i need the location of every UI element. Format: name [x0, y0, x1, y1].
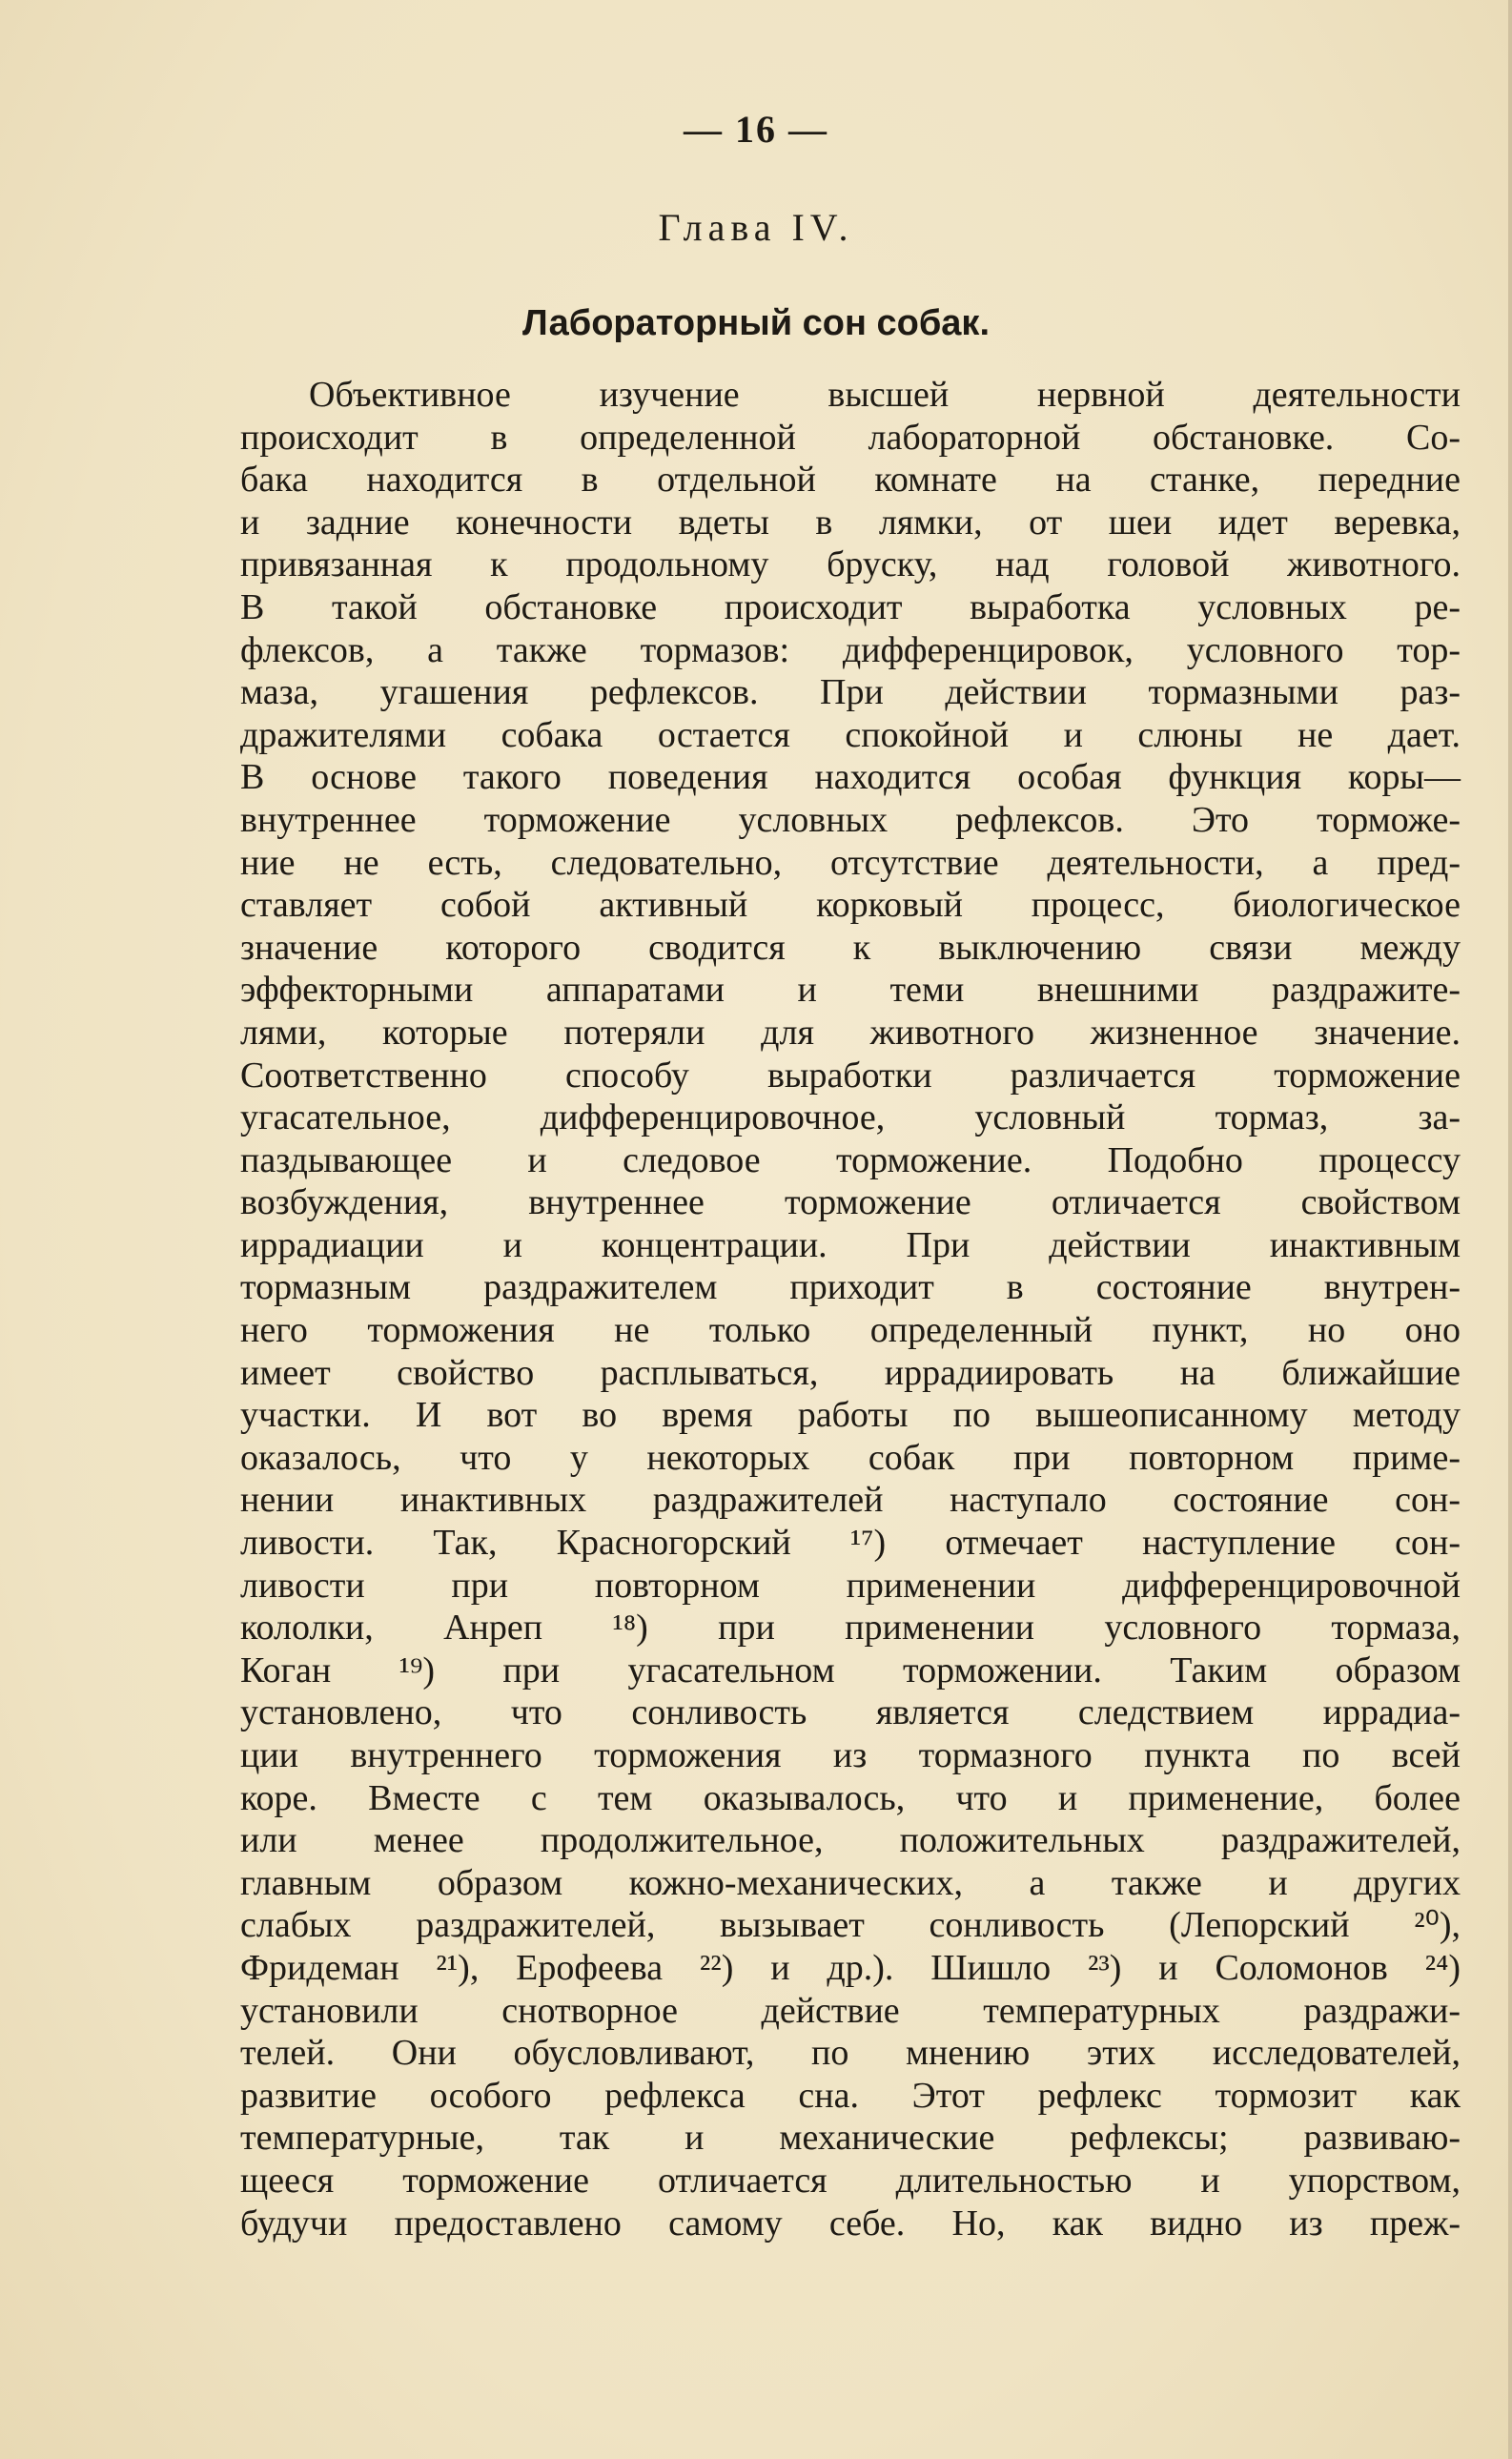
text-line: ливости. Так, Красногорский ¹⁷) отмечает наступление сон-: [240, 1523, 1461, 1564]
text-line: угасательное, дифференцировочное, условный тормаз, за-: [240, 1097, 1461, 1138]
text-line: дражителями собака остается спокойной и слюны не дает.: [240, 714, 1461, 755]
text-line: возбуждения, внутреннее торможение отличается свойством: [240, 1182, 1461, 1223]
text-line: привязанная к продольному бруску, над головой животного.: [240, 544, 1461, 585]
text-line: него торможения не только определенный пункт, но оно: [240, 1310, 1461, 1351]
text-line: главным образом кожно-механических, а также и других: [240, 1862, 1461, 1903]
text-line: паздывающее и следовое торможение. Подобно процессу: [240, 1139, 1461, 1180]
text-line: ставляет собой активный корковый процесс, биологическое: [240, 885, 1461, 926]
text-line: эффекторными аппаратами и теми внешними раздражите-: [240, 970, 1461, 1011]
page-number: — 16 —: [684, 108, 828, 151]
text-line: коре. Вместе с тем оказывалось, что и применение, более: [240, 1777, 1461, 1818]
text-line: Соответственно способу выработки различается торможение: [240, 1055, 1461, 1096]
chapter-heading: Глава IV.: [658, 206, 854, 249]
text-line: В основе такого поведения находится особая функция коры—: [240, 757, 1461, 798]
text-line: развитие особого рефлекса сна. Этот рефлекс тормозит как: [240, 2075, 1461, 2116]
text-line: В такой обстановке происходит выработка условных ре-: [240, 586, 1461, 627]
text-line: телей. Они обусловливают, по мнению этих исследователей,: [240, 2033, 1461, 2074]
text-line: лями, которые потеряли для животного жизненное значение.: [240, 1012, 1461, 1053]
text-line: нении инактивных раздражителей наступало состояние сон-: [240, 1480, 1461, 1521]
section-title: Лабораторный сон собак.: [521, 303, 990, 343]
text-line: оказалось, что у некоторых собак при повторном приме-: [240, 1437, 1461, 1478]
text-line: установлено, что сонливость является следствием иррадиа-: [240, 1692, 1461, 1733]
text-line: маза, угашения рефлексов. При действии тормазными раз-: [240, 672, 1461, 713]
text-line: или менее продолжительное, положительных раздражителей,: [240, 1820, 1461, 1861]
text-line: температурные, так и механические рефлексы; развиваю-: [240, 2118, 1461, 2159]
text-line: кололки, Анреп ¹⁸) при применении условного тормаза,: [240, 1608, 1461, 1649]
text-line: бака находится в отдельной комнате на станке, передние: [240, 460, 1461, 501]
text-line: ции внутреннего торможения из тормазного пункта по всей: [240, 1735, 1461, 1775]
text-line: и задние конечности вдеты в лямки, от шеи идет веревка,: [240, 502, 1461, 543]
text-line: будучи предоставлено самому себе. Но, как видно из преж-: [240, 2203, 1461, 2244]
text-line: тормазным раздражителем приходит в состояние внутрен-: [240, 1267, 1461, 1308]
body-text: [240, 374, 1461, 2244]
text-line: имеет свойство расплываться, иррадиировать на ближайшие: [240, 1352, 1461, 1393]
text-line: иррадиации и концентрации. При действии инактивным: [240, 1224, 1461, 1265]
text-line: Коган ¹⁹) при угасательном торможении. Таким образом: [240, 1650, 1461, 1691]
text-line: Фридеман ²¹), Ерофеева ²²) и др.). Шишло ²³) и Соломонов ²⁴): [240, 1947, 1461, 1988]
text-line: ливости при повторном применении дифференцировочной: [240, 1565, 1461, 1606]
text-line: флексов, а также тормазов: дифференцировок, условного тор-: [240, 629, 1461, 670]
text-line: участки. И вот во время работы по вышеописанному методу: [240, 1395, 1461, 1436]
text-line: происходит в определенной лабораторной обстановке. Со-: [240, 417, 1461, 458]
text-line: ние не есть, следовательно, отсутствие деятельности, а пред-: [240, 842, 1461, 883]
page-edge: [1508, 0, 1512, 2459]
text-line: Объективное изучение высшей нервной деятельности: [309, 375, 1461, 415]
text-line: значение которого сводится к выключению связи между: [240, 927, 1461, 968]
text-line: щееся торможение отличается длительностью и упорством,: [240, 2160, 1461, 2201]
text-line: внутреннее торможение условных рефлексов. Это торможе-: [240, 799, 1461, 840]
text-line: слабых раздражителей, вызывает сонливость (Лепорский ²⁰),: [240, 1905, 1461, 1946]
text-line: установили снотворное действие температурных раздражи-: [240, 1990, 1461, 2031]
